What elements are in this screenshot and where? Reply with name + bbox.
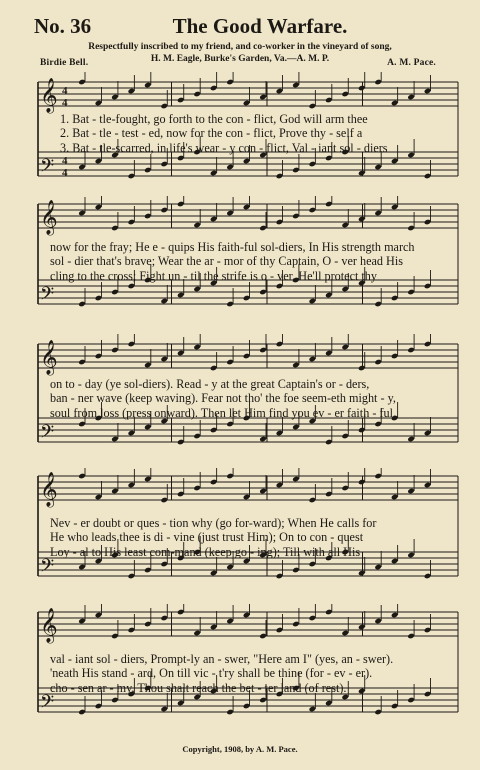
svg-text:4: 4 xyxy=(62,85,68,97)
bass-clef-icon: 𝄢 xyxy=(40,692,55,717)
svg-text:4: 4 xyxy=(62,167,68,179)
verse-3-line: cho - sen ar - my, Thou shalt reach the bet - ter land (of rest). xyxy=(50,680,347,695)
treble-clef-icon: 𝄞 xyxy=(40,78,58,113)
verse-2-line: 'neath His stand - ard, On till vic - t'ry shall be thine (for - ev - er). xyxy=(50,666,373,681)
verse-2-line: 2. Bat - tle - test - ed, now for the con - flict, Prove thy - self a xyxy=(60,126,363,141)
treble-clef-icon: 𝄞 xyxy=(40,472,58,507)
verse-3-line: soul from loss (press onward). Then let Him find you ev - er faith - ful, xyxy=(50,405,397,420)
verse-1-line: on to - day (ye sol-diers). Read - y at the great Captain's or - ders, xyxy=(50,377,370,391)
dedication-line-1: Respectfully inscribed to my friend, and co-worker in the vineyard of song, xyxy=(88,42,392,52)
verse-3-line: Loy - al to His least com-mand (keep go - ing); Till with all His xyxy=(50,544,361,559)
lyricist-credit: Birdie Bell. xyxy=(40,58,89,68)
treble-clef-icon: 𝄞 xyxy=(40,200,58,235)
bass-clef-icon: 𝄢 xyxy=(40,422,55,447)
system-3-lyrics xyxy=(50,377,460,420)
system-4-lyrics xyxy=(50,516,460,559)
svg-text:4: 4 xyxy=(62,155,68,167)
verse-1-line: Nev - er doubt or ques - tion why (go for-ward); When He calls for xyxy=(50,516,377,530)
system-2-lyrics xyxy=(50,240,460,283)
verse-1-line: val - iant sol - diers, Prompt-ly an - swer, "Here am I" (yes, an - swer). xyxy=(50,652,394,666)
verse-1-line: now for the fray; He e - quips His faith-ful sol-diers, In His strength march xyxy=(50,240,415,254)
bass-clef-icon: 𝄢 xyxy=(40,556,55,581)
copyright-notice: Copyright, 1908, by A. M. Pace. xyxy=(182,744,298,754)
verse-1-line: 1. Bat - tle-fought, go forth to the con - flict, God will arm thee xyxy=(60,112,368,126)
verse-2-line: sol - dier that's brave; Wear the ar - mor of thy Captain, O - ver head His xyxy=(50,254,403,269)
bass-clef-icon: 𝄢 xyxy=(40,284,55,309)
system-1-lyrics xyxy=(60,112,460,155)
bass-clef-icon: 𝄢 xyxy=(40,156,55,181)
svg-text:4: 4 xyxy=(62,97,68,109)
verse-3-line: 3. Bat - tle-scarred, in life's wear - y con - flict, Val - iant sol - diers xyxy=(60,140,388,155)
system-5-lyrics xyxy=(50,652,460,695)
composer-credit: A. M. Pace. xyxy=(387,58,436,68)
treble-clef-icon: 𝄞 xyxy=(40,608,58,643)
dedication-line-2: H. M. Eagle, Burke's Garden, Va.—A. M. P. xyxy=(150,54,330,64)
treble-clef-icon: 𝄞 xyxy=(40,340,58,375)
verse-3-line: cling to the cross; Fight un - til the strife is o - ver, He'll protect thy xyxy=(50,268,377,283)
hymn-number: No. 36 xyxy=(34,14,92,38)
hymn-title: The Good Warfare. xyxy=(172,14,348,38)
verse-2-line: ban - ner wave (keep waving). Fear not tho' the foe seem-eth might - y, xyxy=(50,391,396,406)
verse-2-line: He who leads thee is di - vine (just trust Him); On to con - quest xyxy=(50,530,364,545)
